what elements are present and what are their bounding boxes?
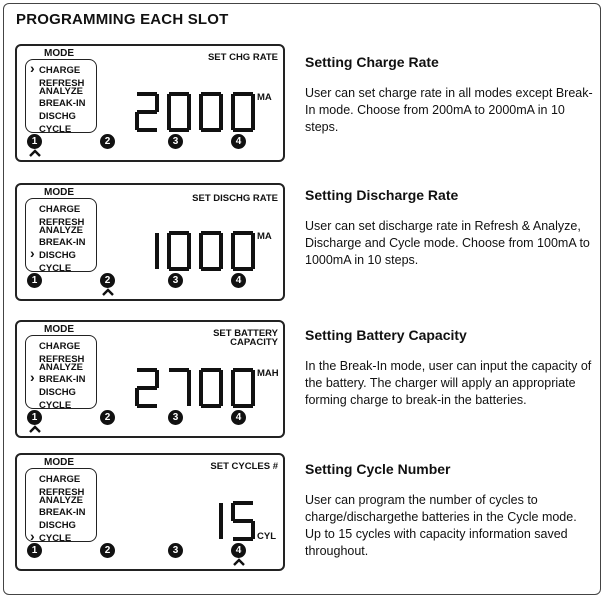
digits-svg	[135, 92, 255, 132]
slot-caret-icon	[233, 558, 245, 566]
digit-0	[233, 94, 253, 130]
section-heading: Setting Cycle Number	[305, 461, 451, 477]
lcd-panel	[15, 183, 285, 301]
digit-0	[169, 94, 189, 130]
lcd-panel	[15, 320, 285, 438]
slot-3-indicator: 3	[168, 134, 183, 149]
mode-item-break-in: BREAK-IN	[39, 507, 86, 518]
mode-item-cycle: › CYCLE	[39, 534, 71, 543]
slot-4-indicator: 4	[231, 273, 246, 288]
mode-item-cycle: CYCLE	[39, 400, 72, 411]
section-heading: Setting Battery Capacity	[305, 327, 467, 343]
lcd-panel	[15, 453, 285, 571]
set-label: SET BATTERY CAPACITY	[213, 328, 278, 348]
mode-label: MODE	[44, 457, 74, 468]
digit-0	[169, 233, 189, 269]
mode-item-analyze: ANALYZE	[39, 225, 83, 236]
mode-item-break-in: › BREAK-IN	[39, 375, 85, 384]
set-label: SET CHG RATE	[207, 52, 278, 63]
set-label: SET CYCLES #	[210, 461, 278, 472]
slot-1-indicator: 1	[27, 543, 42, 558]
unit-label: MA	[257, 92, 272, 103]
digit-0	[233, 370, 253, 406]
section-body: User can program the number of cycles to charge/dischargethe batteries in the Cycle mode. Up to 15 cycles with capacity information saved throughout.	[305, 493, 577, 558]
digit-5	[233, 503, 253, 539]
mode-item-analyze: ANALYZE	[39, 362, 83, 373]
slot-2-indicator: 2	[100, 410, 115, 425]
slot-3-indicator: 3	[168, 543, 183, 558]
section-description	[305, 327, 595, 407]
slot-1-indicator: 1	[27, 134, 42, 149]
lcd-panel	[15, 44, 285, 162]
mode-item-analyze: ANALYZE	[39, 495, 83, 506]
mode-label: MODE	[44, 324, 74, 335]
section-description	[305, 54, 595, 134]
mode-item-dischg: DISCHG	[39, 111, 76, 122]
digit-2	[137, 370, 157, 406]
mode-item-cycle: CYCLE	[39, 124, 72, 135]
section-body: User can set charge rate in all modes except Break-In mode. Choose from 200mA to 2000mA in 10 steps.	[305, 86, 593, 134]
slot-caret-icon	[29, 149, 41, 157]
mode-item-break-in: BREAK-IN	[39, 237, 86, 248]
digits-svg	[199, 501, 255, 541]
slot-caret-icon	[102, 288, 114, 296]
mode-item-analyze: ANALYZE	[39, 86, 83, 97]
page-title: PROGRAMMING EACH SLOT	[16, 11, 229, 28]
seven-segment-display	[135, 92, 255, 132]
mode-item-break-in: BREAK-IN	[39, 98, 86, 109]
mode-item-refresh: REFRESH	[39, 354, 85, 365]
unit-label: CYL	[257, 531, 276, 542]
mode-item-charge: › CHARGE	[39, 66, 80, 75]
section-heading: Setting Discharge Rate	[305, 187, 459, 203]
mode-label: MODE	[44, 48, 74, 59]
seven-segment-display	[135, 368, 255, 408]
unit-label: MA	[257, 231, 272, 242]
seven-segment-display	[135, 231, 255, 271]
digit-7	[169, 370, 189, 406]
digit-0	[201, 233, 221, 269]
slot-2-indicator: 2	[100, 543, 115, 558]
digit-2	[137, 94, 157, 130]
slot-4-indicator: 4	[231, 410, 246, 425]
mode-item-dischg: DISCHG	[39, 520, 76, 531]
slot-4-indicator: 4	[231, 134, 246, 149]
section-body: In the Break-In mode, user can input the capacity of the battery. The charger will apply an appropriate forming charge to break-in the batteries.	[305, 359, 592, 407]
section-heading: Setting Charge Rate	[305, 54, 439, 70]
slot-caret-icon	[29, 425, 41, 433]
digits-svg	[135, 231, 255, 271]
mode-item-cycle: CYCLE	[39, 263, 72, 274]
mode-item-dischg: DISCHG	[39, 387, 76, 398]
set-label: SET DISCHG RATE	[192, 193, 278, 204]
mode-item-charge: CHARGE	[39, 204, 81, 215]
digit-0	[201, 370, 221, 406]
digit-0	[233, 233, 253, 269]
slot-3-indicator: 3	[168, 410, 183, 425]
section-description	[305, 187, 595, 267]
mode-item-refresh: REFRESH	[39, 78, 85, 89]
slot-2-indicator: 2	[100, 273, 115, 288]
mode-item-charge: CHARGE	[39, 474, 81, 485]
mode-item-dischg: › DISCHG	[39, 251, 76, 260]
mode-item-refresh: REFRESH	[39, 487, 85, 498]
slot-1-indicator: 1	[27, 273, 42, 288]
slot-1-indicator: 1	[27, 410, 42, 425]
slot-2-indicator: 2	[100, 134, 115, 149]
slot-3-indicator: 3	[168, 273, 183, 288]
unit-label: MAH	[257, 368, 279, 379]
section-body: User can set discharge rate in Refresh & Analyze, Discharge and Cycle mode. Choose from 100mA to 1000mA in 10 steps.	[305, 219, 590, 267]
mode-item-charge: CHARGE	[39, 341, 81, 352]
mode-item-refresh: REFRESH	[39, 217, 85, 228]
slot-4-indicator: 4	[231, 543, 246, 558]
section-description	[305, 461, 595, 558]
digits-svg	[135, 368, 255, 408]
mode-label: MODE	[44, 187, 74, 198]
digit-0	[201, 94, 221, 130]
seven-segment-display	[199, 501, 255, 541]
